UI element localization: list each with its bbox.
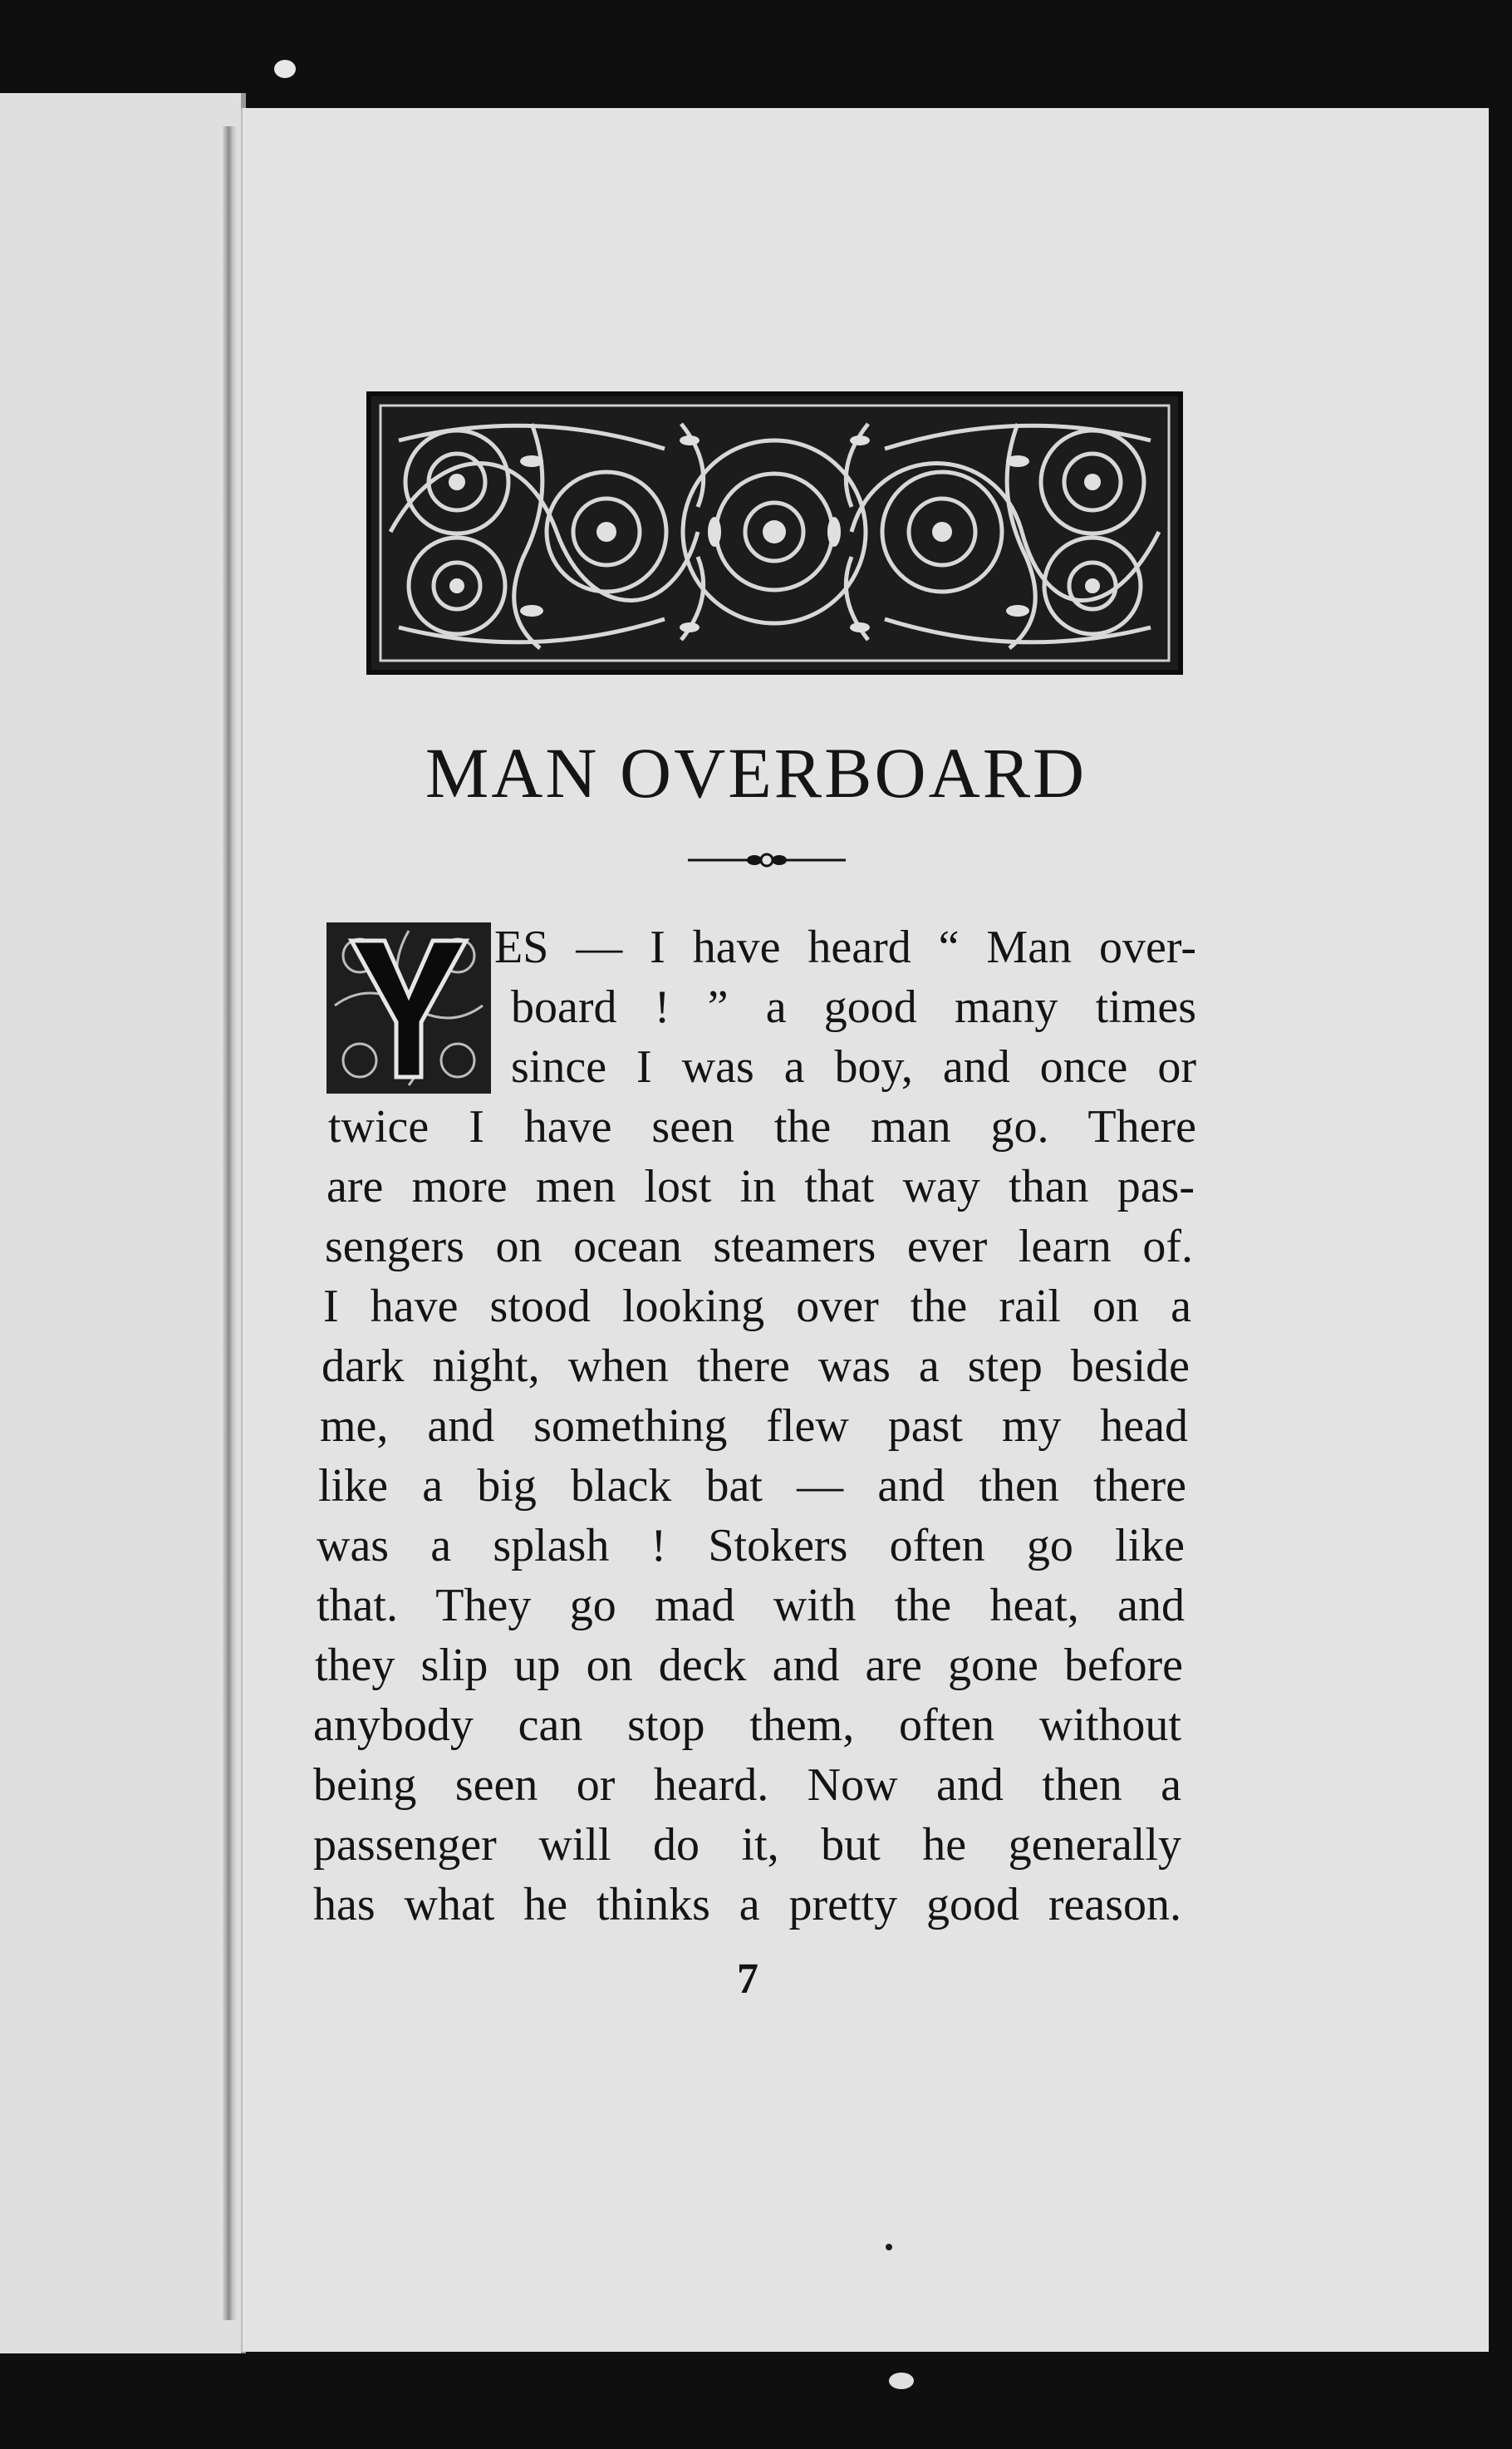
book-gutter	[223, 126, 238, 2320]
paragraph-line: twice I have seen the man go. There	[328, 1101, 1196, 1153]
paragraph-line: like a big black bat — and then there	[318, 1460, 1186, 1512]
paragraph-line: being seen or heard. Now and then a	[313, 1759, 1181, 1811]
paragraph-line: since I was a boy, and once or	[511, 1041, 1196, 1093]
paragraph-line: has what he thinks a pretty good reason.	[313, 1879, 1181, 1930]
paragraph-line: they slip up on deck and are gone before	[315, 1640, 1183, 1691]
dust-speck	[886, 2244, 892, 2250]
dust-speck	[889, 2373, 914, 2389]
floral-scroll-ornament-icon	[366, 391, 1184, 676]
paragraph-line: anybody can stop them, often without	[313, 1699, 1181, 1751]
paragraph-line: that. They go mad with the heat, and	[317, 1580, 1185, 1631]
paragraph-line: me, and something flew past my head	[320, 1400, 1188, 1452]
dust-speck	[274, 60, 296, 78]
paragraph-line: was a splash ! Stokers often go like	[317, 1520, 1185, 1571]
paragraph-line: I have stood looking over the rail on a	[323, 1281, 1191, 1332]
paragraph-line: ES — I have heard “ Man over-	[494, 922, 1196, 973]
paragraph-line: board ! ” a good many times	[511, 981, 1196, 1033]
paragraph-line: are more men lost in that way than pas-	[326, 1161, 1195, 1212]
paragraph-line: passenger will do it, but he generally	[313, 1819, 1181, 1871]
ornamental-rule-icon	[688, 853, 846, 868]
facing-page-edge	[0, 93, 246, 2353]
paragraph-line: dark night, when there was a step beside	[322, 1340, 1190, 1392]
decorated-initial-y-icon	[326, 922, 491, 1094]
chapter-title: MAN OVERBOARD	[425, 733, 1087, 813]
paragraph-line: sengers on ocean steamers ever learn of.	[325, 1221, 1193, 1272]
page-number: 7	[737, 1955, 758, 2003]
